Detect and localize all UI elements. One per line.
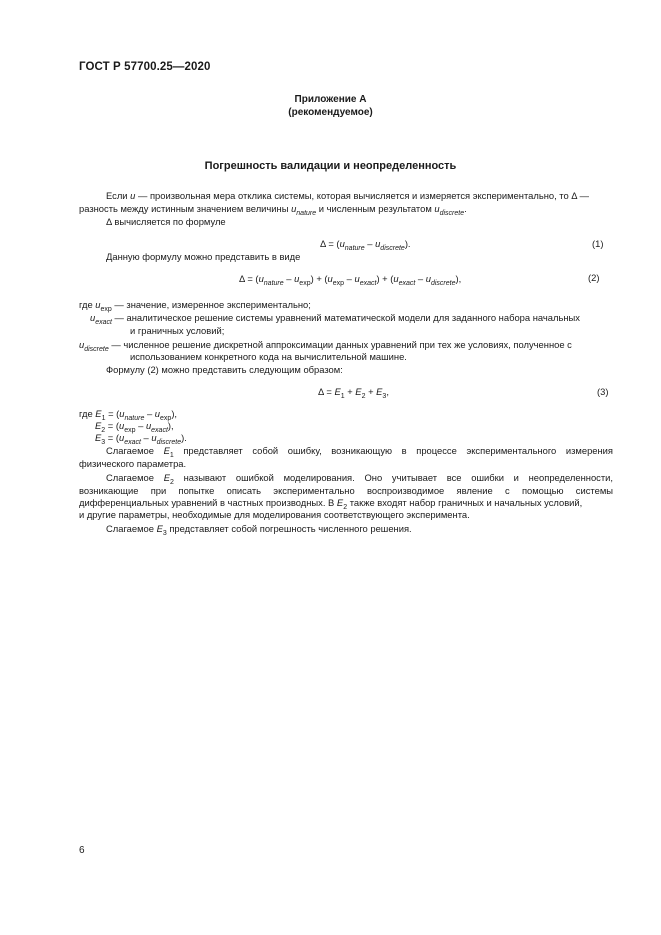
equation-1: $\Delta = (u_{nature} - u_{discrete})$. [320, 238, 411, 252]
paragraph-intro-line1: Если u — произвольная мера отклика системы, которая вычисляется и измеряется экспериментально, то Δ — [106, 190, 590, 201]
definition-u-exact-line2: и граничных условий; [130, 325, 225, 336]
paragraph-e2-line2: возникающие при попытке описать экспериментально воспроизводимое явление с помощью системы [79, 485, 613, 496]
definition-e1: где $E_1 = (u_{nature} - u_{exp})$, [79, 408, 178, 422]
paragraph-e1-line2: физического параметра. [79, 458, 187, 469]
definition-e3: $E_3 = (u_{exact} - u_{discrete})$. [95, 432, 187, 446]
page-number: 6 [79, 845, 85, 856]
equation-3: $\Delta = E_1 + E_2 + E_3$, [318, 386, 389, 400]
paragraph-intro-line2: разность между истинным значением величины $u_{nature}$ и численным результатом $u_{discrete}$. [79, 203, 467, 217]
section-title: Погрешность валидации и неопределенность [204, 160, 457, 172]
equation-3-number: (3) [597, 386, 609, 397]
equation-1-number: (1) [592, 238, 604, 249]
definition-u-discrete-line2: использованием конкретного кода на вычислительной машине. [130, 351, 407, 362]
definition-u-exact-line1: $u_{exact}$ — аналитическое решение системы уравнений математической модели для заданного набора начальных [90, 312, 580, 326]
equation-2-number: (2) [588, 272, 600, 283]
appendix-type: (рекомендуемое) [288, 107, 373, 118]
paragraph-e2-line1: Слагаемое $E_2$ называют ошибкой моделирования. Оно учитывает все ошибки и неопределенности, [106, 472, 613, 486]
paragraph-form-view: Данную формулу можно представить в виде [106, 251, 301, 262]
paragraph-e2-line4: и другие параметры, необходимые для моделирования соответствующего эксперимента. [79, 509, 470, 520]
paragraph-e2-line3: дифференциальных уравнений в частных производных. В $E_2$ также входят набор граничных и начальных условий, [79, 497, 583, 511]
definition-u-discrete-line1: $u_{discrete}$ — численное решение дискретной аппроксимации данных уравнений при тех же условиях, полученное с [79, 339, 572, 353]
paragraph-e3: Слагаемое $E_3$ представляет собой погрешность численного решения. [106, 523, 412, 537]
paragraph-e1-line1: Слагаемое $E_1$ представляет собой ошибку, возникающую в процессе экспериментального измерения [106, 445, 613, 459]
document-code: ГОСТ Р 57700.25—2020 [79, 61, 211, 73]
definition-e2: $E_2 = (u_{exp} - u_{exact})$, [95, 420, 174, 434]
paragraph-formula-2-representation: Формулу (2) можно представить следующим образом: [106, 364, 343, 375]
paragraph-delta-formula: Δ вычисляется по формуле [106, 216, 226, 227]
appendix-label: Приложение А [294, 94, 367, 105]
definition-u-exp: где $u_{exp}$ — значение, измеренное экспериментально; [79, 299, 311, 313]
equation-2: $\Delta = (u_{nature} - u_{exp}) + (u_{exp} - u_{exact}) + (u_{exact} - u_{discrete})$, [239, 273, 462, 287]
